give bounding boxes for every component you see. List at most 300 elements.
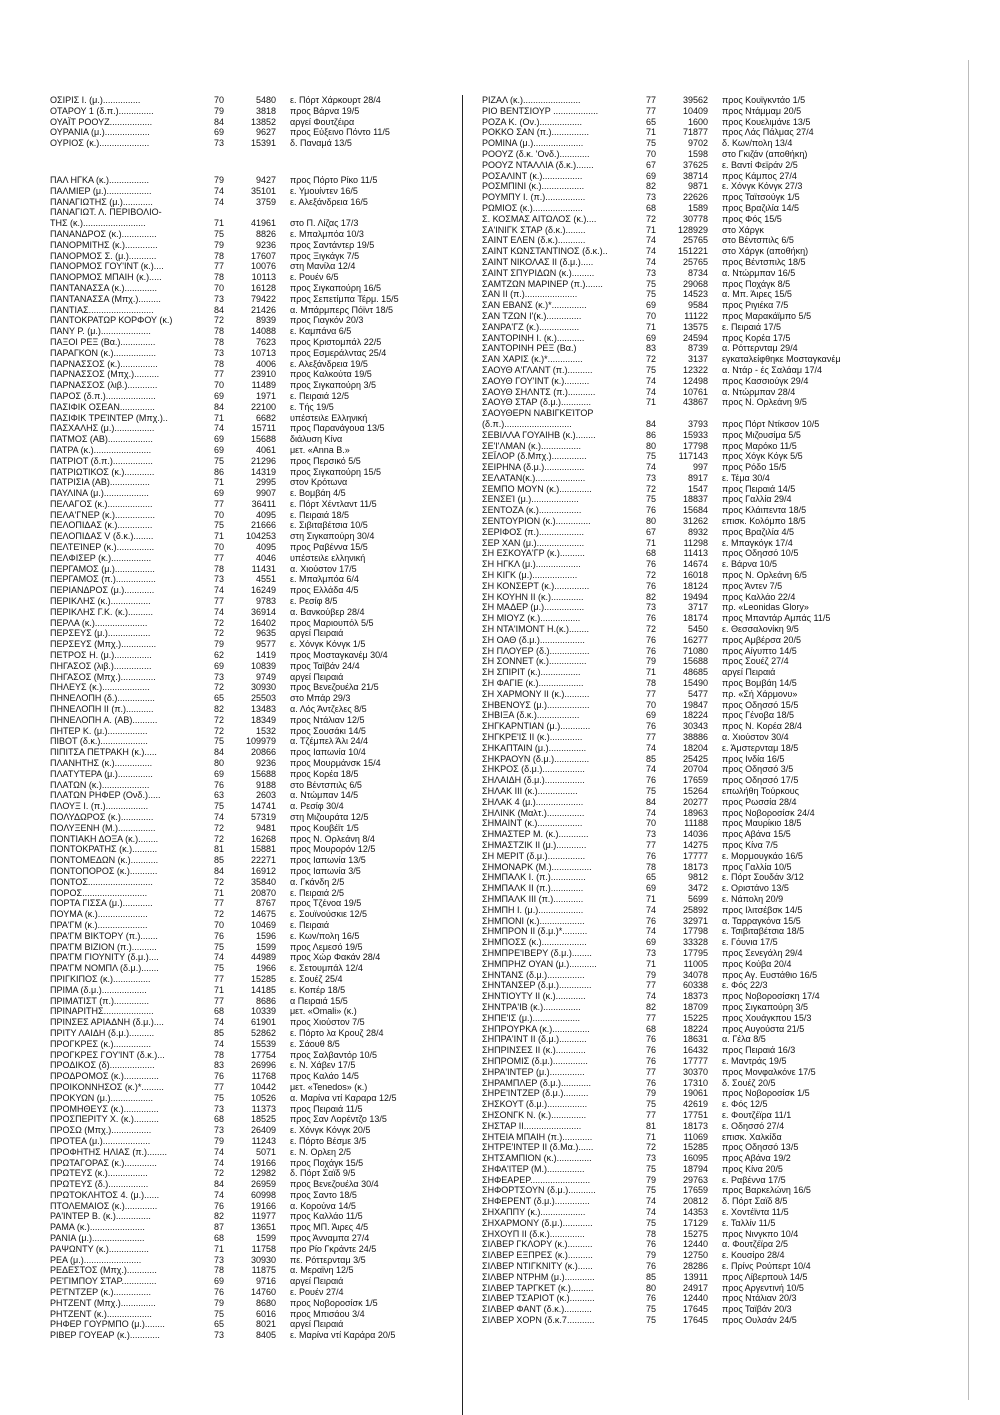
build-year: 79 [213,174,224,185]
build-year: 77 [645,105,656,116]
table-row [482,635,912,646]
table-row [482,494,912,505]
table-row [50,1168,480,1179]
table-row [50,1330,480,1341]
build-year: 76 [645,850,656,861]
tonnage: 2995 [255,477,276,488]
build-year: 76 [645,1261,656,1272]
status-note: προς Κλάιπεντα 18/5 [722,505,807,516]
build-year: 73 [213,1125,224,1136]
table-row [482,311,912,322]
tonnage: 11489 [251,380,276,391]
tonnage: 19166 [250,1200,276,1211]
ship-name: ΤΗΣ (κ.)......................... [50,218,146,229]
build-year: 77 [645,732,656,743]
status-note: μετ. «Omali» (κ.) [290,1006,357,1017]
status-note: στο Χάργκ [722,224,764,235]
ship-name: ΠΑΥΛΙΝΑ (μ.).................. [50,488,149,499]
status-note: προς Βαρκελώνη 16/5 [722,1185,811,1196]
tonnage: 11768 [251,1071,276,1082]
tonnage: 29763 [682,1174,708,1185]
status-note: προς Ν. Ορλεάνη 9/5 [722,397,807,408]
status-note: προς Μοσταγκανέμ 30/4 [290,650,388,661]
build-year: 69 [213,127,224,138]
build-year: 77 [213,995,224,1006]
table-row [50,240,480,251]
ship-name: ΟΣΙΡΙΣ Ι. (μ.)............... [50,95,141,105]
build-year: 74 [645,386,656,397]
status-note: προς Κουϊγκντάο 1/5 [722,95,806,105]
table-row [482,149,912,160]
table-row [50,639,480,650]
build-year: 72 [213,1168,224,1179]
ship-name: ΣΗΧΑΠΠΥ (κ.).................. [482,1207,586,1218]
tonnage: 9702 [687,138,708,149]
tonnage: 11431 [251,563,276,574]
status-note: προς Σενεγάλη 29/4 [722,947,803,958]
tonnage: 18174 [682,613,708,624]
status-note: στο Μπάρ 29/3 [290,693,351,704]
table-row [482,300,912,311]
tonnage: 17798 [682,440,708,451]
table-row [482,451,912,462]
table-row [50,434,480,445]
build-year: 76 [645,559,656,570]
build-year: 72 [213,725,224,736]
tonnage: 17129 [682,1217,708,1228]
status-note: δ. Κων/πολη 13/4 [722,138,793,149]
tonnage: 25765 [682,256,708,267]
tonnage: 13575 [682,321,708,332]
ship-name: ΠΑΤΡΙΟΤ (δ.π.)................ [50,455,153,466]
ship-name: ΠΟΝΤΟΣ.......................... [50,876,153,887]
build-year: 77 [645,1012,656,1023]
status-note: προ Ρίο Γκράντε 24/5 [290,1243,377,1254]
ship-name: ΡΕ'ΓΙΜΠΟΥ ΣΤΑΡ.............. [50,1276,157,1287]
build-year: 79 [213,105,224,116]
build-year: 69 [213,434,224,445]
status-note: ε. Αλεξάνδρεια 16/5 [290,196,368,207]
table-row [50,1265,480,1276]
tonnage: 17645 [682,1304,708,1315]
tonnage: 16095 [682,1153,708,1164]
status-note: προς Μαρακάϊμπο 5/5 [722,310,812,321]
status-note: ε. Κων/πολη 16/5 [290,930,360,941]
table-row [482,1175,912,1186]
status-note: ε. Νάπολη 20/9 [722,893,784,904]
ship-name: ΠΑΣΙΦΙΚ ΤΡΕΊΝΤΕΡ (Μπχ.).. [50,412,168,423]
tonnage: 10761 [682,386,708,397]
ship-name: ΣΙΛΒΕΡ ΝΤΙΓΚΝΙΤΥ (κ.)...... [482,1261,593,1272]
tonnage: 1599 [255,1233,276,1244]
ship-name: ΟΥΡΙΟΣ (κ.).................... [50,138,150,149]
status-note: ε. Σουϊνούσκιε 12/5 [290,909,368,920]
tonnage: 15881 [250,844,276,855]
tonnage: 8826 [255,228,276,239]
tonnage: 16432 [682,1045,708,1056]
status-note: α. Γκάνδη 2/5 [290,876,345,887]
table-row [50,1190,480,1201]
tonnage: 1419 [255,650,276,661]
build-year: 63 [213,790,224,801]
table-row [50,1309,480,1320]
build-year: 70 [645,699,656,710]
build-year: 77 [645,1066,656,1077]
build-year: 76 [645,775,656,786]
ship-name: ΣΗΜΟΝΑΡΚ (Μ.)................ [482,861,592,872]
build-year: 74 [213,952,224,963]
status-note: ε. Ρεσίφ 8/5 [290,596,338,607]
ship-name: ΣΗΡΕ'ΙΝΤΖΕΡ (δ.μ.).......... [482,1088,589,1099]
tonnage: 15539 [250,1038,276,1049]
status-note: προς Βομβάη 14/5 [722,678,797,689]
ship-name: ΣΗ ΜΑΔΕΡ (μ.)................ [482,602,585,613]
status-note: προς Τζένοα 19/5 [290,898,362,909]
build-year: 73 [213,1330,224,1341]
tonnage: 17645 [682,1315,708,1326]
build-year: 72 [645,624,656,635]
tonnage: 19494 [682,591,708,602]
ship-name: ΣΗΛΑΚ 4 (μ.)................... [482,796,584,807]
build-year: 72 [213,315,224,326]
table-row [482,1034,912,1045]
ship-name: ΠΡΟΣΩ (Μπχ.)................ [50,1125,152,1136]
ship-name: ΡΟΚΚΟ ΣΑΝ (π.)............... [482,127,590,138]
status-note: προς Κασσιούγκ 29/4 [722,375,809,386]
ship-name: ΣΗΚΡΑΟΥΝ (δ.μ.).............. [482,753,590,764]
build-year: 69 [645,300,656,311]
status-note: α. Βανκούβερ 28/4 [290,606,365,617]
build-year: 76 [645,634,656,645]
ship-name: ΣΑΝ II (π.)..................... [482,289,578,300]
build-year: 75 [645,786,656,796]
ship-name: ΠΡΑ'ΓΜ ΒΙΚΤΟΡΥ (π.)....... [50,930,158,941]
status-note: προς Ντάλιαν 12/5 [290,714,365,725]
tonnage: 11188 [684,818,708,829]
ship-name: ΡΙΒΕΡ ΓΟΥΕΑΡ (κ.)............ [50,1330,160,1341]
tonnage: 1599 [255,941,276,952]
build-year: 85 [645,753,656,764]
tonnage: 20812 [682,1196,708,1207]
status-note: α. Ντώμπαν 14/5 [290,790,359,801]
ship-name: ΠΕΡΙΑΝΔΡΟΣ (μ.)............ [50,585,155,596]
table-row [50,736,480,747]
ship-name: ΠΕΡΙΚΛΗΣ Γ.Κ. (κ.).......... [50,606,154,617]
tonnage: 8686 [255,995,276,1006]
ship-name: ΣΗΛΙΝΚ (Μαλτ.)............... [482,807,585,818]
ship-name: ΡΟΜΙΝΑ (μ.).................... [482,138,584,149]
status-note: ε. Χόνγκ Κόνγκ 20/5 [290,1125,371,1136]
ship-name: ΠΡΟΓΚΡΕΣ ΓΟΥ'ΙΝΤ (δ.κ.)... [50,1049,165,1060]
table-row [482,181,912,192]
tonnage: 1600 [687,116,708,127]
build-year: 76 [645,1293,656,1304]
table-row [50,1006,480,1017]
ship-name: ΠΡΑ'ΓΜ ΓΙΟΥΝΙΤΥ (δ.μ.).... [50,952,159,963]
table-row [482,268,912,279]
ship-name: ΠΟΡΟΣ.......................... [50,887,148,898]
table-row [50,369,480,380]
table-row [50,985,480,996]
build-year: 69 [645,883,656,894]
status-note: υπέστειλε ελληνική [290,552,366,563]
build-year: 73 [645,267,656,278]
tonnage: 18173 [682,1120,708,1131]
build-year: 80 [645,1282,656,1293]
status-note: αργεί Πειραιά [290,628,344,639]
tonnage: 9427 [255,174,276,185]
ship-name: ΠΡΙΜΑΤΙΣΤ (π.).............. [50,995,149,1006]
build-year: 69 [645,170,656,181]
tonnage: 9236 [255,758,276,769]
build-year: 76 [645,613,656,624]
build-year: 84 [213,865,224,876]
tonnage: 9871 [687,181,708,192]
ship-name: ΣΗΒΙΞΑ (δ.κ.)................. [482,710,580,721]
build-year: 85 [213,1027,224,1038]
tonnage: 29068 [682,278,708,289]
table-row [50,272,480,283]
status-note: προς Ντάμμαμ 20/5 [722,105,802,116]
table-row [50,1071,480,1082]
tonnage: 14275 [682,839,708,850]
status-note: προς Ραβέννα 15/5 [290,542,368,553]
status-note: προς Πειραιά 11/5 [290,1103,363,1114]
table-row [50,348,480,359]
tonnage: 9907 [255,488,276,499]
build-year: 73 [213,293,224,304]
table-row [50,898,480,909]
status-note: προς Σιγκαπούρη 16/5 [290,282,381,293]
tonnage: 15933 [682,429,708,440]
build-year: 67 [645,159,656,170]
status-note: ε. Οδησσό 27/4 [722,1120,785,1131]
status-note: ε. Γόυνια 17/5 [722,937,778,948]
tonnage: 19847 [682,699,708,710]
table-row [482,203,912,214]
ship-name: ΡΑΝΙΑ (μ.)..................... [50,1233,145,1244]
table-row [50,1201,480,1212]
table-row [50,95,480,106]
tonnage: 10076 [250,261,276,272]
table-row [50,801,480,812]
table-row [50,1244,480,1255]
tonnage: 1596 [255,930,276,941]
ship-name: ΠΡΟΔΡΟΜΟΣ (κ.).............. [50,1071,159,1082]
status-note: α. Ντώρμπαν 16/5 [722,267,796,278]
ship-name: (δ.π.)........................... [482,418,572,429]
status-note: προς Αμβέρσα 20/5 [722,634,801,645]
tonnage: 16128 [250,282,276,293]
status-note: ε. Αλεξάνδρεια 19/5 [290,358,368,369]
table-row [482,1132,912,1143]
tonnage: 25892 [682,904,708,915]
tonnage: 9627 [255,127,276,138]
status-note: α. Κορούνα 14/5 [290,1200,356,1211]
ship-name: ΠΑΝΑΓΙΩΤ. Λ. ΠΕΡΙΒΟΛΙΟ- [50,207,162,218]
build-year: 77 [213,973,224,984]
ship-name: ΣΗ ΚΙΓΚ (μ.).................. [482,570,578,581]
status-note: προς Οδησσό 17/5 [722,775,799,786]
ship-name: ΣΗΚΡΟΣ (δ.μ.)................. [482,764,585,775]
tonnage: 1589 [687,202,708,213]
table-row [482,656,912,667]
status-note: προς Οδησσό 15/5 [722,699,799,710]
ship-name: ΣΗΜΠΗ Ι. (μ.).................. [482,904,584,915]
ship-name: ΠΕΛΦΙΣΕΡ (κ.)................ [50,552,152,563]
tonnage: 4046 [255,552,276,563]
tonnage: 3759 [255,196,276,207]
tonnage: 3717 [687,602,708,613]
table-row [50,888,480,899]
build-year: 74 [645,742,656,753]
build-year: 69 [213,660,224,671]
ship-name: ΠΑΛΜΙΕΡ (μ.).................. [50,185,152,196]
build-year: 78 [213,1049,224,1060]
build-year: 73 [645,602,656,613]
ship-name: ΣΗΤΡΕ'ΙΝΤΕΡ II (δ.Μα.)...... [482,1142,594,1153]
status-note: προς Ρόδο 15/5 [722,462,787,473]
build-year: 73 [213,1254,224,1265]
ship-name: ΠΛΑΤΩΝ (κ.)................... [50,779,150,790]
table-row [482,818,912,829]
build-year: 73 [645,829,656,840]
status-note: προς Λεμεσό 19/5 [290,941,363,952]
ship-name: ΣΗΛΑΚ III (κ.)................ [482,786,578,796]
status-note: πρ. «Leonidas Glory» [722,602,809,613]
status-note: προς Ταϊβάν 24/4 [290,660,360,671]
tonnage: 31262 [682,516,708,527]
build-year: 74 [213,423,224,434]
ship-name: ΣΗΣΟΝΓΚ Ν. (κ.).............. [482,1109,587,1120]
tonnage: 36914 [250,606,276,617]
ship-name: ΠΑΡΝΑΣΣΟΣ (κ.)............... [50,358,158,369]
tonnage: 17754 [250,1049,276,1060]
tonnage: 38714 [682,170,708,181]
ship-name: ΠΑΝΤΙΑΣ.......................... [50,304,154,315]
status-note: μετ. «Anna B.» [290,444,350,455]
table-row [50,423,480,434]
ship-name: ΠΑΝΤΟΚΡΑΤΩΡ ΚΟΡΦΟΥ (κ.) [50,315,173,326]
ship-name: ΣΑΝ ΕΒΑΝΣ (κ.)*.............. [482,300,587,311]
ship-name: ΣΗΜΑΣΤΖΙΚ II (μ.)............ [482,839,587,850]
table-row [482,1293,912,1304]
status-note: ε. Μπαγκόγκ 17/4 [722,537,793,548]
build-year: 75 [213,963,224,974]
tonnage: 52862 [250,1027,276,1038]
ship-name: ΣΕΜΠΟ ΜΟΥΝ (κ.)............. [482,483,592,494]
build-year: 74 [645,256,656,267]
tonnage: 15391 [250,138,276,149]
build-year: 78 [645,861,656,872]
build-year: 73 [213,671,224,682]
tonnage: 20866 [250,747,276,758]
build-year: 77 [645,980,656,991]
ship-name: ΣΗ ΦΑΓΙΕ (κ.).................. [482,678,584,689]
status-note: προς Γαλλία 10/5 [722,861,792,872]
status-note: ε. Μαρίνα ντί Καράρα 20/5 [290,1330,396,1341]
ship-name: ΣΗΧΑΡΜΟΝΥ (δ.μ.)............ [482,1217,593,1228]
status-note: προς Νοβοροσίσκ 24/4 [722,807,815,818]
table-row [50,661,480,672]
build-year: 82 [645,181,656,192]
status-note: αργεί Φουτζέιρα [290,116,355,127]
ship-name: ΠΕΡΓΑΜΟΣ (π.)................ [50,574,156,585]
tonnage: 18124 [682,580,708,591]
build-year: 75 [213,801,224,812]
status-note: εγκαταλείφθηκε Μοσταγκανέμ [722,354,841,365]
tonnage: 5477 [687,688,708,699]
ship-name: ΠΗΝΕΛΟΠΗ (δ.)............... [50,693,155,704]
tonnage: 9236 [255,239,276,250]
status-note: προς Νοβοροσίσκη 17/4 [722,991,820,1002]
build-year: 71 [645,397,656,408]
tonnage: 8680 [255,1297,276,1308]
table-row [482,754,912,765]
table-row [482,516,912,527]
ship-name: ΣΗΜΠΡΕ'ΙΒΕΡΥ (δ.μ.)........ [482,947,592,958]
status-note: α. Μαρίνα ντί Καραρα 12/5 [290,1092,397,1103]
table-row [482,624,912,635]
build-year: 73 [645,947,656,958]
status-note: α. Ρόττερνταμ 29/4 [722,343,798,354]
status-note: προς Σεπετίμπα Τέρμ. 15/5 [290,293,399,304]
build-year: 84 [213,304,224,315]
build-year: 76 [213,930,224,941]
status-note: προς Σαν Λορέντζο 13/5 [290,1114,387,1125]
tonnage: 11005 [683,958,708,969]
status-note: προς Γαλλία 29/4 [722,494,792,505]
tonnage: 30778 [682,213,708,224]
ship-name: ΠΑΛ ΗΓΚΑ (κ.)................ [50,174,149,185]
build-year: 70 [213,380,224,391]
ship-name: ΡΗΤΖΕΝΤ (Μπχ.).............. [50,1297,156,1308]
build-year: 78 [645,1228,656,1239]
build-year: 77 [213,552,224,563]
status-note: α. Τζέμπελ Άλι 24/4 [290,736,368,747]
build-year: 70 [213,282,224,293]
ship-name: ΠΑΝΟΡΜΙΤΗΣ (κ.)............. [50,239,158,250]
build-year: 74 [213,1146,224,1157]
ship-name: ΠΟΝΤΙΑΚΗ ΔΟΞΑ (κ.)........ [50,833,159,844]
table-row [50,1082,480,1093]
tonnage: 21426 [250,304,276,315]
table-row [482,322,912,333]
status-note: ε. Καμπάνα 6/5 [290,326,352,337]
ship-name: ΡΕΑ (μ.)....................... [50,1254,142,1265]
status-note: προς Ταϊβάν 20/3 [722,1304,792,1315]
table-row [482,441,912,452]
status-note: προς Σαντο 18/5 [290,1189,357,1200]
status-note: α. Γέλα 8/5 [722,1034,766,1045]
build-year: 71 [645,893,656,904]
tonnage: 17659 [682,1185,708,1196]
column-divider [462,95,463,1415]
ship-name: ΣΑΝ ΧΑΡΙΣ (κ.)*.............. [482,354,583,365]
table-row [482,408,912,419]
table-row [50,186,480,197]
status-note: προς Ελλάδα 4/5 [290,585,359,596]
status-note: προς Οδησσό 10/5 [722,548,799,559]
ship-name: ΠΕΛΑ'ΓΝΕΡ (κ.)................ [50,509,156,520]
ship-name: ΡΟΟΥΖ (δ.κ. 'Ονδ.)............ [482,148,590,159]
table-row [482,937,912,948]
tonnage: 61901 [250,1017,276,1028]
status-note: ε. Οριστάνο 13/5 [722,883,789,894]
ship-name: ΣΑΟΥΘ ΣΗΛΝΤΣ (π.)........... [482,386,596,397]
table-row [482,1110,912,1121]
status-note: προς Εύξεινο Πόντο 11/5 [290,127,390,138]
